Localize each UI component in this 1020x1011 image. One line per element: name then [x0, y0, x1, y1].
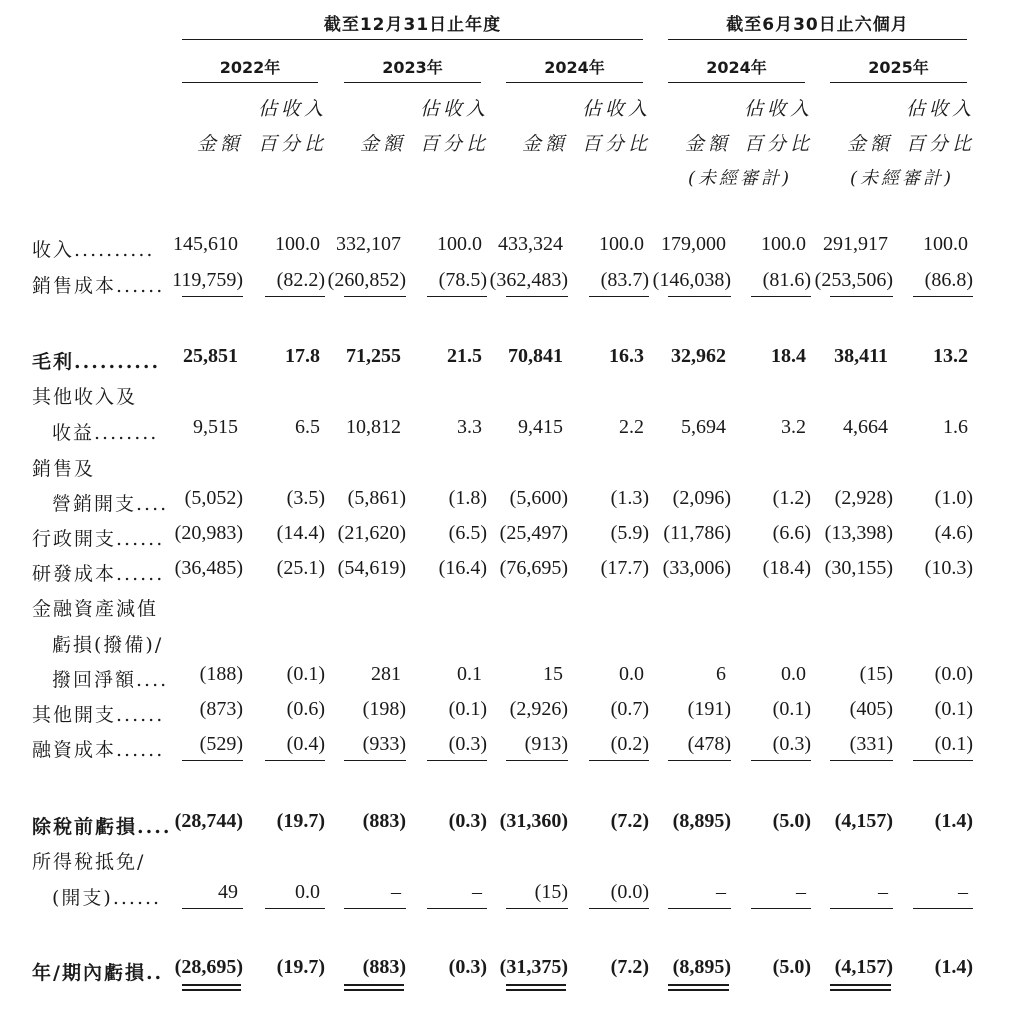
- amount-cell: 9,415: [518, 416, 563, 438]
- underline: [506, 760, 568, 761]
- underline: [751, 760, 811, 761]
- underline: [182, 908, 243, 909]
- amount-cell: (362,483): [489, 269, 568, 291]
- percent-cell: 13.2: [933, 345, 968, 367]
- amount-cell: (13,398): [824, 522, 893, 544]
- group-rule-year: [182, 39, 643, 40]
- row-label: 除稅前虧損....: [32, 816, 172, 838]
- percent-cell: 0.0: [619, 663, 644, 685]
- amount-cell: (31,375): [499, 956, 568, 978]
- underline: [182, 760, 243, 761]
- unaudited-label: (未經審計): [850, 168, 955, 189]
- amount-cell: (873): [199, 698, 243, 720]
- percent-cell: (83.7): [600, 269, 649, 291]
- amount-cell: 145,610: [173, 233, 238, 255]
- amount-cell: (146,038): [652, 269, 731, 291]
- percent-cell: –: [796, 881, 806, 903]
- amount-cell: (54,619): [337, 557, 406, 579]
- amount-cell: (253,506): [814, 269, 893, 291]
- percent-cell: 100.0: [275, 233, 320, 255]
- amount-label: 金額: [684, 133, 731, 155]
- percent-cell: (5.0): [772, 956, 811, 978]
- amount-cell: 38,411: [834, 345, 888, 367]
- percent-cell: (1.2): [772, 487, 811, 509]
- percent-cell: (3.5): [286, 487, 325, 509]
- pct-label-line1: 佔收入: [905, 98, 975, 120]
- double-underline: [182, 984, 241, 991]
- pct-label-line1: 佔收入: [581, 98, 651, 120]
- group-title-year: 截至12月31日止年度: [323, 15, 502, 35]
- row-label: 研發成本......: [32, 563, 165, 585]
- amount-cell: 6: [716, 663, 726, 685]
- percent-cell: (0.0): [934, 663, 973, 685]
- percent-cell: (0.3): [448, 956, 487, 978]
- amount-cell: (5,600): [509, 487, 568, 509]
- amount-cell: (5,861): [347, 487, 406, 509]
- percent-cell: (0.1): [448, 698, 487, 720]
- percent-cell: (1.4): [934, 810, 973, 832]
- underline: [668, 296, 731, 297]
- percent-cell: (7.2): [610, 956, 649, 978]
- underline: [751, 908, 811, 909]
- amount-cell: (478): [687, 733, 731, 755]
- period-rule: [344, 82, 481, 83]
- amount-cell: (405): [849, 698, 893, 720]
- percent-cell: 21.5: [447, 345, 482, 367]
- underline: [913, 908, 973, 909]
- amount-cell: (8,895): [672, 956, 731, 978]
- amount-cell: (15): [859, 663, 893, 685]
- percent-cell: (10.3): [924, 557, 973, 579]
- underline: [589, 908, 649, 909]
- amount-cell: –: [716, 881, 726, 903]
- percent-cell: (5.0): [772, 810, 811, 832]
- period-rule: [506, 82, 643, 83]
- amount-cell: 32,962: [671, 345, 726, 367]
- row-label: 年/期內虧損..: [32, 962, 164, 984]
- percent-cell: –: [472, 881, 482, 903]
- amount-cell: (28,695): [174, 956, 243, 978]
- row-label: 收入..........: [32, 239, 155, 261]
- underline: [668, 760, 731, 761]
- percent-cell: (0.4): [286, 733, 325, 755]
- amount-cell: (2,928): [834, 487, 893, 509]
- underline: [830, 296, 893, 297]
- percent-cell: 1.6: [943, 416, 968, 438]
- row-label: 收益........: [52, 422, 159, 444]
- double-underline: [344, 984, 404, 991]
- percent-cell: 100.0: [437, 233, 482, 255]
- amount-cell: 15: [543, 663, 563, 685]
- amount-label: 金額: [521, 133, 568, 155]
- underline: [913, 760, 973, 761]
- pct-label-line2: 百分比: [581, 133, 651, 155]
- period-header: 2024年: [706, 58, 767, 77]
- amount-cell: 433,324: [498, 233, 563, 255]
- underline: [913, 296, 973, 297]
- underline: [344, 296, 406, 297]
- underline: [830, 760, 893, 761]
- amount-cell: (260,852): [327, 269, 406, 291]
- period-rule: [668, 82, 805, 83]
- unaudited-label: (未經審計): [688, 168, 793, 189]
- percent-cell: (0.3): [772, 733, 811, 755]
- row-label: 虧損(撥備)/: [52, 634, 164, 656]
- pct-label-line1: 佔收入: [743, 98, 813, 120]
- amount-cell: 9,515: [193, 416, 238, 438]
- underline: [751, 296, 811, 297]
- amount-cell: (76,695): [499, 557, 568, 579]
- percent-cell: (1.8): [448, 487, 487, 509]
- row-label: 所得稅抵免/: [32, 851, 146, 873]
- amount-cell: 5,694: [681, 416, 726, 438]
- row-label: 行政開支......: [32, 528, 165, 550]
- underline: [589, 760, 649, 761]
- amount-cell: (28,744): [174, 810, 243, 832]
- percent-cell: (6.6): [772, 522, 811, 544]
- percent-cell: –: [958, 881, 968, 903]
- amount-cell: 119,759): [172, 269, 243, 291]
- percent-cell: (19.7): [276, 810, 325, 832]
- amount-cell: (11,786): [663, 522, 731, 544]
- amount-cell: (36,485): [174, 557, 243, 579]
- amount-cell: 179,000: [661, 233, 726, 255]
- double-underline: [506, 984, 566, 991]
- amount-cell: (198): [362, 698, 406, 720]
- amount-cell: 291,917: [823, 233, 888, 255]
- period-header: 2024年: [544, 58, 605, 77]
- percent-cell: (0.1): [772, 698, 811, 720]
- percent-cell: 100.0: [599, 233, 644, 255]
- period-header: 2025年: [868, 58, 929, 77]
- amount-cell: (529): [199, 733, 243, 755]
- percent-cell: (78.5): [438, 269, 487, 291]
- percent-cell: (7.2): [610, 810, 649, 832]
- amount-cell: 49: [218, 881, 238, 903]
- row-label: 銷售成本......: [32, 275, 165, 297]
- underline: [265, 760, 325, 761]
- period-header: 2023年: [382, 58, 443, 77]
- period-rule: [830, 82, 967, 83]
- percent-cell: (0.3): [448, 733, 487, 755]
- percent-cell: 2.2: [619, 416, 644, 438]
- row-label: 銷售及: [32, 458, 96, 480]
- percent-cell: (1.3): [610, 487, 649, 509]
- percent-cell: (0.2): [610, 733, 649, 755]
- amount-cell: (913): [524, 733, 568, 755]
- underline: [427, 760, 487, 761]
- underline: [265, 908, 325, 909]
- double-underline: [668, 984, 729, 991]
- percent-cell: (19.7): [276, 956, 325, 978]
- percent-cell: (16.4): [438, 557, 487, 579]
- amount-cell: (331): [849, 733, 893, 755]
- amount-cell: (4,157): [834, 810, 893, 832]
- amount-cell: (883): [362, 810, 406, 832]
- underline: [344, 908, 406, 909]
- percent-cell: (0.6): [286, 698, 325, 720]
- amount-label: 金額: [359, 133, 406, 155]
- amount-cell: –: [878, 881, 888, 903]
- amount-cell: 25,851: [183, 345, 238, 367]
- underline: [668, 908, 731, 909]
- underline: [589, 296, 649, 297]
- percent-cell: 0.1: [457, 663, 482, 685]
- percent-cell: (86.8): [924, 269, 973, 291]
- amount-cell: (188): [199, 663, 243, 685]
- percent-cell: (0.1): [286, 663, 325, 685]
- amount-cell: (933): [362, 733, 406, 755]
- percent-cell: 100.0: [761, 233, 806, 255]
- percent-cell: 3.3: [457, 416, 482, 438]
- pct-label-line2: 百分比: [743, 133, 813, 155]
- percent-cell: (1.0): [934, 487, 973, 509]
- underline: [182, 296, 243, 297]
- percent-cell: (0.1): [934, 698, 973, 720]
- amount-cell: (883): [362, 956, 406, 978]
- underline: [830, 908, 893, 909]
- amount-cell: 332,107: [336, 233, 401, 255]
- pct-label-line1: 佔收入: [419, 98, 489, 120]
- period-header: 2022年: [219, 58, 281, 77]
- row-label: 其他收入及: [32, 386, 138, 408]
- amount-cell: (30,155): [824, 557, 893, 579]
- period-rule: [182, 82, 318, 83]
- underline: [344, 760, 406, 761]
- amount-cell: (31,360): [499, 810, 568, 832]
- amount-label: 金額: [196, 133, 243, 155]
- percent-cell: 6.5: [295, 416, 320, 438]
- percent-cell: (5.9): [610, 522, 649, 544]
- percent-cell: 18.4: [771, 345, 806, 367]
- percent-cell: (0.3): [448, 810, 487, 832]
- row-label: 融資成本......: [32, 739, 165, 761]
- percent-cell: (81.6): [762, 269, 811, 291]
- underline: [427, 296, 487, 297]
- row-label: 毛利..........: [32, 351, 161, 373]
- percent-cell: (0.0): [610, 881, 649, 903]
- amount-cell: 70,841: [508, 345, 563, 367]
- percent-cell: 17.8: [285, 345, 320, 367]
- pct-label-line1: 佔收入: [257, 98, 327, 120]
- percent-cell: (6.5): [448, 522, 487, 544]
- amount-cell: (20,983): [174, 522, 243, 544]
- underline: [506, 908, 568, 909]
- pct-label-line2: 百分比: [257, 133, 327, 155]
- percent-cell: (1.4): [934, 956, 973, 978]
- amount-cell: (25,497): [499, 522, 568, 544]
- group-rule-six-months: [668, 39, 967, 40]
- percent-cell: (18.4): [762, 557, 811, 579]
- percent-cell: 100.0: [923, 233, 968, 255]
- amount-cell: (8,895): [672, 810, 731, 832]
- group-title-six-months: 截至6月30日止六個月: [726, 15, 909, 35]
- amount-cell: 71,255: [346, 345, 401, 367]
- underline: [427, 908, 487, 909]
- percent-cell: 0.0: [781, 663, 806, 685]
- percent-cell: 3.2: [781, 416, 806, 438]
- amount-cell: (33,006): [662, 557, 731, 579]
- percent-cell: (0.7): [610, 698, 649, 720]
- percent-cell: (4.6): [934, 522, 973, 544]
- percent-cell: (25.1): [276, 557, 325, 579]
- double-underline: [830, 984, 891, 991]
- percent-cell: (82.2): [276, 269, 325, 291]
- amount-cell: –: [391, 881, 401, 903]
- amount-cell: (5,052): [184, 487, 243, 509]
- row-label: 金融資產減值: [32, 598, 159, 620]
- row-label: (開支)......: [52, 887, 162, 909]
- pct-label-line2: 百分比: [419, 133, 489, 155]
- underline: [265, 296, 325, 297]
- row-label: 其他開支......: [32, 704, 165, 726]
- amount-cell: 10,812: [346, 416, 401, 438]
- amount-cell: (191): [687, 698, 731, 720]
- amount-cell: (4,157): [834, 956, 893, 978]
- percent-cell: 16.3: [609, 345, 644, 367]
- underline: [506, 296, 568, 297]
- amount-cell: (15): [534, 881, 568, 903]
- pct-label-line2: 百分比: [905, 133, 975, 155]
- amount-label: 金額: [846, 133, 893, 155]
- amount-cell: (2,096): [672, 487, 731, 509]
- percent-cell: (17.7): [600, 557, 649, 579]
- row-label: 撥回淨額....: [52, 669, 169, 691]
- amount-cell: 4,664: [843, 416, 888, 438]
- amount-cell: (21,620): [337, 522, 406, 544]
- row-label: 營銷開支....: [52, 493, 169, 515]
- percent-cell: (14.4): [276, 522, 325, 544]
- amount-cell: 281: [371, 663, 401, 685]
- percent-cell: (0.1): [934, 733, 973, 755]
- percent-cell: 0.0: [295, 881, 320, 903]
- amount-cell: (2,926): [509, 698, 568, 720]
